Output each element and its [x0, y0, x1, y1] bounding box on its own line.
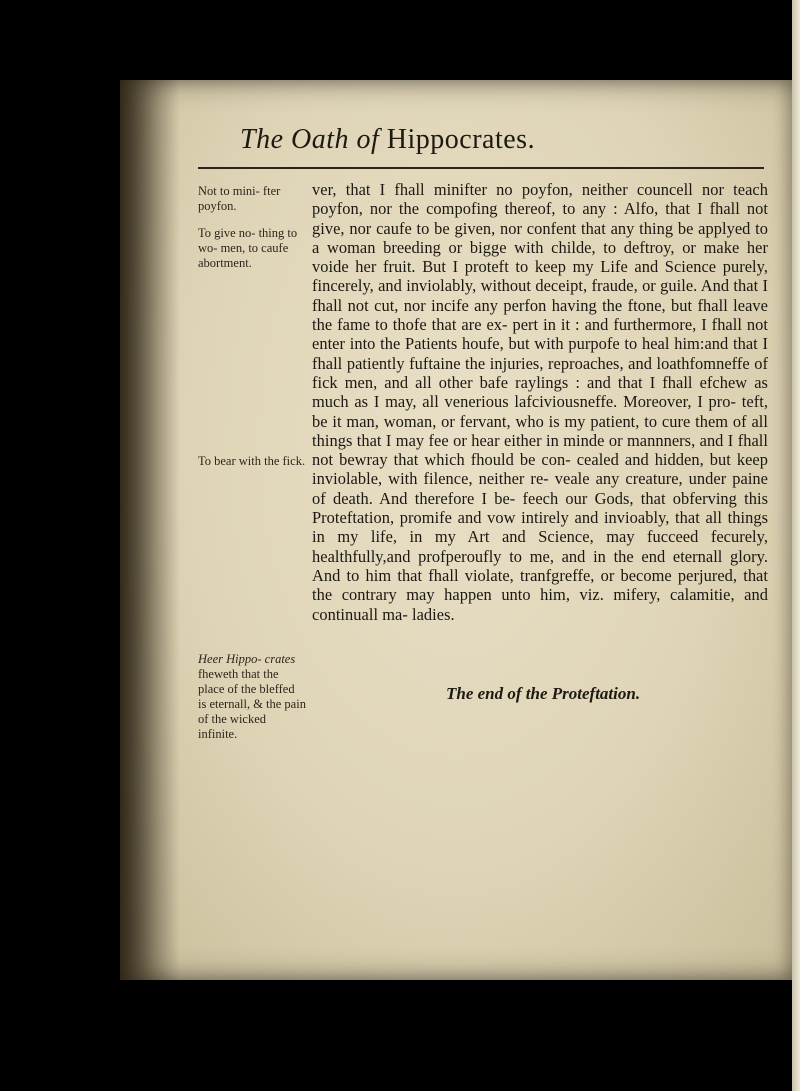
- running-head-the: The: [240, 124, 284, 155]
- running-head-of: of: [356, 124, 380, 155]
- running-head: [240, 124, 760, 156]
- oath-body-text: ver, that I fhall minifter no poyfon, neither councell nor teach poyfon, nor the compofing thereof, to any : Alfo, that I fhall not give, nor caufe to be given, nor confent that any thing be applyed to a woman breeding or bigge with childe, to deftroy, or make her voide her fruit. But I proteft to keep my Life and Science purely, fincerely, and inviolably, without deceipt, fraude, or guile. And that I fhall not cut, nor incife any perfon having the ftone, but fhall leave the fame to thofe that are ex- pert in it : and furthermore, I fhall not enter into the Patients houfe, but with purpofe to heal him:and that I fhall patiently fuftaine the injuries, reproaches, and loathfomneffe of fick men, and all other bafe raylings : and that I fhall efchew as much as I may, all venerious lafciviousneffe. Moreover, I pro- teft, be it man, woman, or fervant, who is my patient, to cure them of all things that I may fee or hear either in minde or mannners, and I fhall not bewray that which fhould be con- cealed and hidden, but keep inviolable, with filence, neither re- veale any creature, under paine of death. And therefore I be- feech our Gods, that obferving this Proteftation, promife and vow intirely and invioably, that all things in my life, in my Art and Science, may fucceed fecurely, healthfully,and profperoufly to me, and in the end eternall glory. And to him that fhall violate, tranfgreffe, or become perjured, that the contrary may happen unto him, viz. mifery, calamitie, and continuall ma- ladies.: [312, 180, 768, 624]
- margin-note-eternal: [198, 652, 306, 742]
- book-gutter-shadow: [120, 80, 180, 980]
- header-rule: [198, 167, 764, 169]
- margin-note-abortment: To give no- thing to wo- men, to caufe abortment.: [198, 226, 298, 270]
- margin-note-eternal-italic: Heer Hippo- crates: [198, 652, 296, 666]
- margin-note-sick: To bear with the fick.: [198, 454, 306, 468]
- margin-note-eternal-text: fheweth that the place of the bleffed is eternall, & the pain of the wicked infinite.: [198, 667, 306, 741]
- running-head-oath: Oath: [291, 124, 349, 155]
- running-head-name: Hippocrates.: [386, 124, 536, 155]
- margin-note-poison: Not to mini- fter poyfon.: [198, 184, 281, 213]
- closing-line: The end of the Proteftation.: [446, 684, 641, 703]
- page-edge: [792, 0, 800, 1091]
